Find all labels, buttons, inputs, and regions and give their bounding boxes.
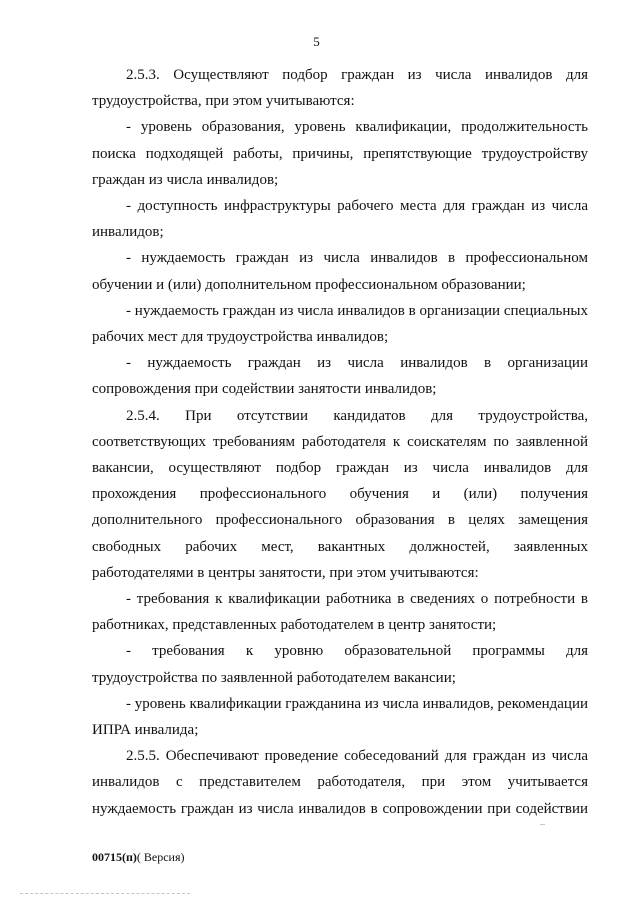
list-item-training-need: - нуждаемость граждан из числа инвалидов в профессиональном обучении и (или) дополнительном профессиональном образовании; (92, 250, 588, 293)
footer-label (92, 850, 185, 864)
document-code: 00715(п) (92, 850, 137, 864)
footer-divider (20, 893, 190, 894)
paragraph-2-5-3: 2.5.3. Осуществляют подбор граждан из числа инвалидов для трудоустройства, при этом учитываются: (92, 67, 588, 110)
list-item-qualification-requirements: - требования к квалификации работника в сведениях о потребности в работниках, представленных работодателем в центр занятости; (92, 591, 588, 634)
list-item-citizen-qualification: - уровень квалификации гражданина из числа инвалидов, рекомендации ИПРА инвалида; (92, 695, 588, 739)
list-item-special-workplaces-need: - нуждаемость граждан из числа инвалидов в организации специальных рабочих мест для трудоустройства инвалидов; (92, 302, 588, 346)
list-item-program-level-requirements: - требования к уровню образовательной программы для трудоустройства по заявленной работодателем вакансии; (92, 643, 588, 686)
document-version: ( Версия) (136, 850, 185, 864)
scan-artifact (540, 824, 545, 825)
paragraph-2-5-5: 2.5.5. Обеспечивают проведение собеседований для граждан из числа инвалидов с представителем работодателя, при этом учитывается нуждаемость граждан из числа инвалидов в сопровождении при содействии (92, 748, 588, 817)
list-item-support-need: - нуждаемость граждан из числа инвалидов в организации сопровождения при содействии занятости инвалидов; (92, 355, 588, 398)
document-body (92, 62, 588, 822)
list-item-education-level: - уровень образования, уровень квалификации, продолжительность поиска подходящей работы, причины, препятствующие трудоустройству граждан из числа инвалидов; (92, 119, 588, 188)
page-number: 5 (313, 34, 320, 49)
list-item-infrastructure-access: - доступность инфраструктуры рабочего места для граждан из числа инвалидов; (92, 198, 588, 241)
paragraph-2-5-4: 2.5.4. При отсутствии кандидатов для трудоустройства, соответствующих требованиям работодателя к соискателям по заявленной вакансии, осуществляют подбор граждан из числа инвалидов для прохождения профессионального обучения и (или) получения дополнительного профессионального образования в целях замещения свободных рабочих мест, вакантных должностей, заявленных работодателями в центры занятости, при этом учитываются: (92, 407, 588, 581)
